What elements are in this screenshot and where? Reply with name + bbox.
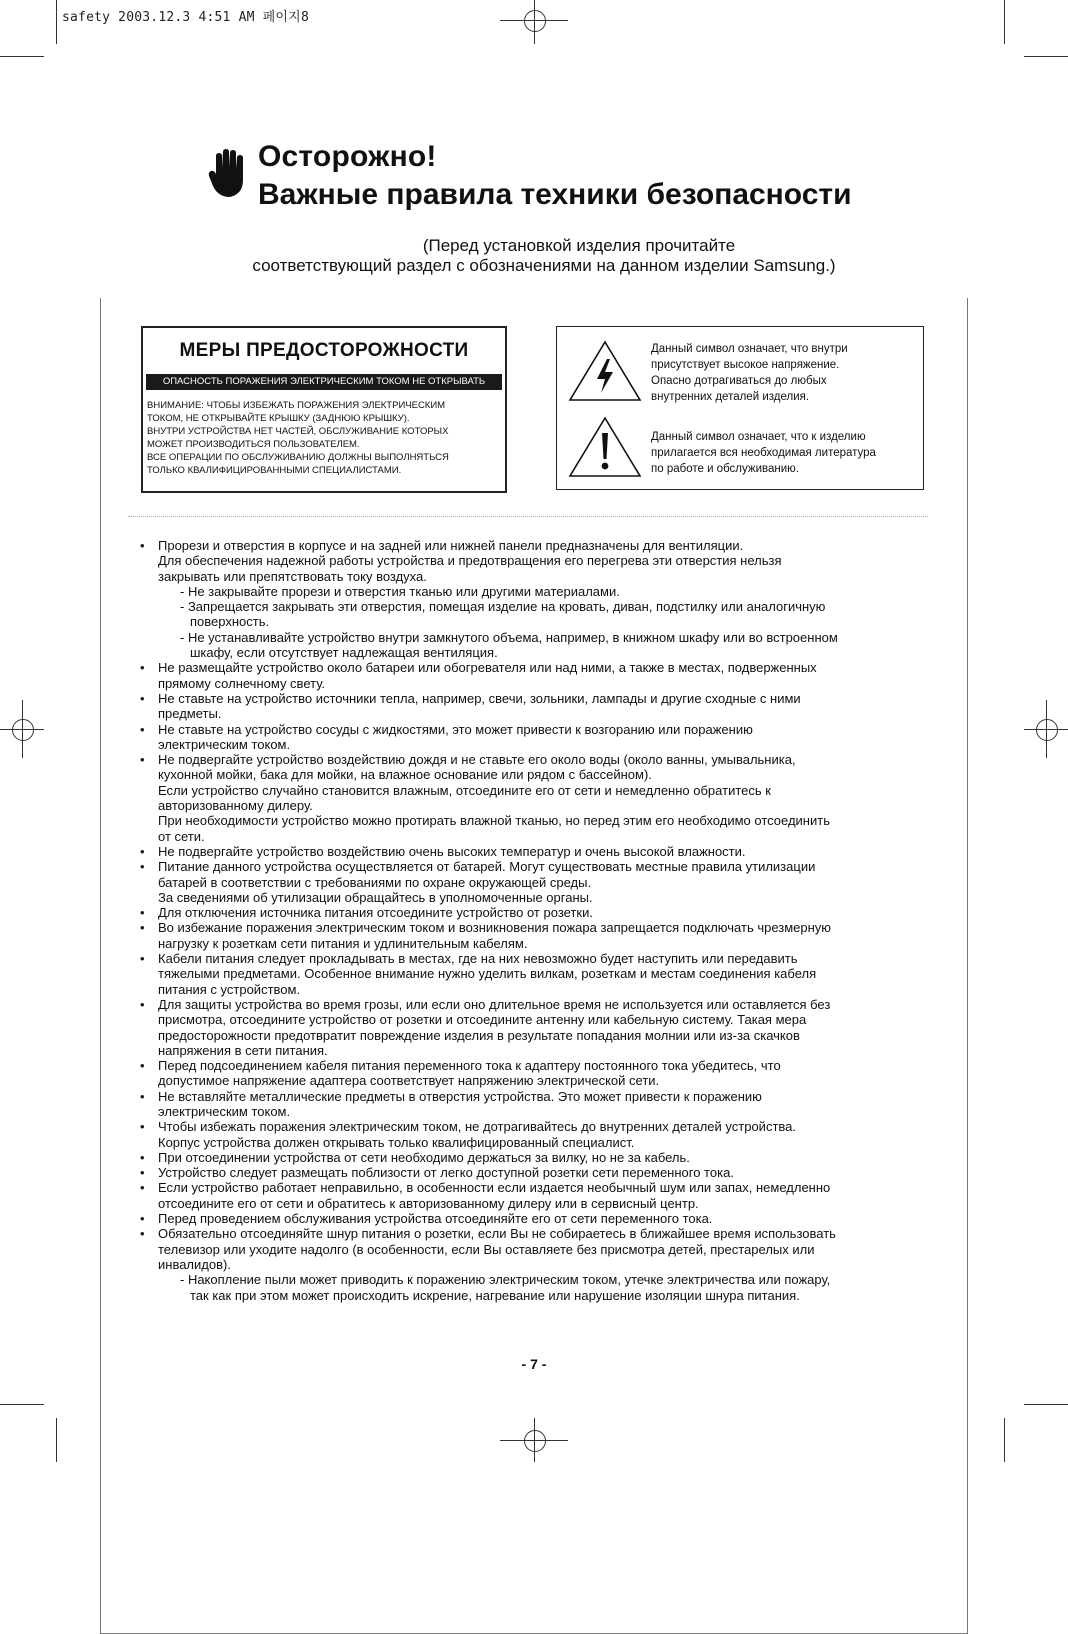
list-item-line: Питание данного устройства осуществляется от батарей. Могут существовать местные правила утилизации — [158, 859, 816, 875]
sub-item-line: - Не устанавливайте устройство внутри замкнутого объема, например, в книжном шкафу или во встроенном — [180, 629, 838, 645]
bullet-icon: • — [140, 920, 145, 936]
lightning-triangle-icon — [567, 339, 643, 403]
list-item — [140, 905, 930, 920]
list-item-line: электрическим током. — [158, 1103, 291, 1119]
bullet-icon: • — [140, 843, 145, 859]
bullet-icon: • — [140, 1211, 145, 1227]
page-number: - 7 - — [521, 1356, 547, 1372]
list-item — [140, 920, 930, 951]
list-item — [140, 1058, 930, 1089]
list-item-line: Чтобы избежать поражения электрическим током, не дотрагивайтесь до внутренних деталей устройства. — [158, 1119, 796, 1135]
bullet-icon: • — [140, 1180, 145, 1196]
list-item-line: предметы. — [158, 706, 222, 722]
caution-banner: ОПАСНОСТЬ ПОРАЖЕНИЯ ЭЛЕКТРИЧЕСКИМ ТОКОМ НЕ ОТКРЫВАТЬ — [146, 374, 502, 390]
divider — [128, 516, 928, 517]
list-item — [140, 691, 930, 722]
list-item — [140, 859, 930, 905]
bullet-icon: • — [140, 859, 145, 875]
sub-item-line: так как при этом может происходить искрение, нагревание или нарушение изоляции шнура питания. — [190, 1287, 800, 1303]
stop-hand-icon — [208, 148, 248, 200]
list-item-line: закрывать или препятствовать току воздуха. — [158, 568, 427, 584]
list-item — [140, 752, 930, 844]
caution-line: ВНУТРИ УСТРОЙСТВА НЕТ ЧАСТЕЙ, ОБСЛУЖИВАНИЕ КОТОРЫХ — [147, 426, 449, 437]
crop-mark — [1004, 0, 1005, 44]
list-item — [140, 844, 930, 859]
bullet-icon: • — [140, 752, 145, 768]
subtitle-line1: (Перед установкой изделия прочитайте — [422, 236, 736, 255]
list-item-line: Если устройство работает неправильно, в особенности если издается необычный шум или запах, немедленно — [158, 1180, 831, 1196]
bullet-icon: • — [140, 538, 145, 553]
list-item-line: Устройство следует размещать поблизости от легко доступной розетки сети переменного тока. — [158, 1165, 734, 1181]
list-item-line: Для отключения источника питания отсоедините устройство от розетки. — [158, 905, 593, 921]
caution-line: ТОЛЬКО КВАЛИФИЦИРОВАННЫМИ СПЕЦИАЛИСТАМИ. — [147, 465, 402, 476]
list-item-line: Перед проведением обслуживания устройства отсоединяйте его от сети переменного тока. — [158, 1211, 713, 1227]
list-item-line: За сведениями об утилизации обращайтесь в уполномоченные органы. — [158, 889, 593, 905]
subtitle — [0, 236, 1068, 276]
info-symbol-text — [651, 429, 917, 477]
bullet-icon: • — [140, 951, 145, 967]
list-item-line: отсоедините его от сети и обратитесь к авторизованному дилеру или в сервисный центр. — [158, 1195, 699, 1211]
print-header: safety 2003.12.3 4:51 AM 페이지8 — [62, 10, 309, 25]
symbol-text-line: по работе и обслуживанию. — [651, 463, 799, 475]
list-item — [140, 1089, 930, 1120]
bullet-icon: • — [140, 1119, 145, 1135]
sub-item-line: шкафу, если отсутствует надлежащая вентиляция. — [190, 645, 498, 661]
list-item-line: Во избежание поражения электрическим током и возникновения пожара запрещается подключать чрезмерную — [158, 920, 832, 936]
list-item-line: Не подвергайте устройство воздействию очень высоких температур и очень высокой влажности. — [158, 843, 746, 859]
crop-mark — [1024, 1404, 1068, 1405]
list-item-line: При отсоединении устройства от сети необходимо держаться за вилку, но не за кабель. — [158, 1149, 690, 1165]
list-item — [140, 1150, 930, 1165]
bullet-icon: • — [140, 660, 145, 676]
bullet-icon: • — [140, 1088, 145, 1104]
list-item — [140, 1119, 930, 1150]
list-item-line: Не подвергайте устройство воздействию дождя и не ставьте его около воды (около ванны, умывальника, — [158, 752, 796, 768]
list-item-line: Если устройство случайно становится влажным, отсоедините его от сети и немедленно обратитесь к — [158, 782, 771, 798]
list-item-line: питания с устройством. — [158, 981, 301, 997]
bullet-icon: • — [140, 996, 145, 1012]
list-item-line: напряжения в сети питания. — [158, 1042, 328, 1058]
safety-list — [140, 538, 930, 1303]
list-item-line: При необходимости устройство можно протирать влажной тканью, но перед этим его необходимо отсоединить — [158, 813, 830, 829]
bullet-icon: • — [140, 905, 145, 921]
list-item-line: телевизор или уходите надолго (в особенности, если Вы оставляете без присмотра детей, престарелых или — [158, 1241, 815, 1257]
list-item-line: Кабели питания следует прокладывать в местах, где на них невозможно будет наступить или передавить — [158, 951, 798, 967]
bullet-icon: • — [140, 1058, 145, 1074]
list-item-line: Обязательно отсоединяйте шнур питания о розетки, если Вы не собираетесь в ближайшее время использовать — [158, 1226, 836, 1242]
symbol-text-line: Данный символ означает, что внутри — [651, 343, 848, 355]
list-item-line: Корпус устройства должен открывать только квалифицированный специалист. — [158, 1134, 635, 1150]
list-item-line: нагрузку к розеткам сети питания и удлинительным кабелям. — [158, 935, 528, 951]
bullet-icon: • — [140, 1165, 145, 1181]
list-item — [140, 1226, 930, 1302]
list-item-line: авторизованному дилеру. — [158, 798, 313, 814]
list-item-line: допустимое напряжение адаптера соответствует напряжению электрической сети. — [158, 1073, 660, 1089]
list-item — [140, 1165, 930, 1180]
list-item — [140, 538, 930, 660]
list-item-line: Не ставьте на устройство сосуды с жидкостями, это может привести к возгоранию или поражению — [158, 721, 753, 737]
list-item-line: кухонной мойки, бака для мойки, на влажное основание или рядом с бассейном). — [158, 767, 652, 783]
list-item-line: присмотра, отсоедините устройство от розетки и отсоедините антенну или кабельную систему. Такая мера — [158, 1012, 807, 1028]
list-item-line: Для обеспечения надежной работы устройства и предотвращения его перегрева эти отверстия нельзя — [158, 553, 782, 569]
sub-item-line: - Запрещается закрывать эти отверстия, помещая изделие на кровать, диван, подстилку или аналогичную — [180, 599, 826, 615]
list-item-line: электрическим током. — [158, 736, 291, 752]
crop-mark — [56, 0, 57, 44]
bullet-icon: • — [140, 1149, 145, 1165]
list-item-line: предосторожности предотвратит повреждение изделия в результате попадания молнии или из-за скачков — [158, 1027, 800, 1043]
bullet-icon: • — [140, 721, 145, 737]
bullet-icon: • — [140, 1226, 145, 1242]
crop-mark — [1004, 1418, 1005, 1462]
exclamation-triangle-icon — [567, 415, 643, 479]
list-item-line: батарей в соответствии с требованиями по охране окружающей среды. — [158, 874, 592, 890]
list-item-line: Не вставляйте металлические предметы в отверстия устройства. Это может привести к поражению — [158, 1088, 762, 1104]
crop-mark — [0, 56, 44, 57]
caution-text — [147, 399, 501, 477]
list-item-line: Перед подсоединением кабеля питания переменного тока к адаптеру постоянного тока убедитесь, что — [158, 1058, 781, 1074]
list-item-line: прямому солнечному свету. — [158, 675, 326, 691]
sub-item-line: поверхность. — [190, 614, 270, 630]
caution-heading: МЕРЫ ПРЕДОСТОРОЖНОСТИ — [179, 340, 469, 361]
symbols-box — [556, 326, 924, 490]
list-item-line: инвалидов). — [158, 1256, 231, 1272]
page-title-line1: Осторожно! — [258, 140, 437, 173]
symbol-text-line: Данный символ означает, что к изделию — [651, 431, 866, 443]
crop-mark — [0, 1404, 44, 1405]
list-item-line: от сети. — [158, 828, 205, 844]
subtitle-line2: соответствующий раздел с обозначениями на данном изделии Samsung.) — [252, 256, 836, 275]
symbol-text-line: присутствует высокое напряжение. — [651, 359, 840, 371]
list-item-line: тяжелыми предметами. Особенное внимание нужно уделить вилкам, розеткам и местам соединения кабеля — [158, 966, 817, 982]
page-title-line2: Важные правила техники безопасности — [258, 178, 852, 211]
bullet-icon: • — [140, 690, 145, 706]
caution-line: ВНИМАНИЕ: ЧТОБЫ ИЗБЕЖАТЬ ПОРАЖЕНИЯ ЭЛЕКТРИЧЕСКИМ — [147, 400, 446, 411]
caution-line: ВСЕ ОПЕРАЦИИ ПО ОБСЛУЖИВАНИЮ ДОЛЖНЫ ВЫПОЛНЯТЬСЯ — [147, 452, 449, 463]
caution-line: ТОКОМ, НЕ ОТКРЫВАЙТЕ КРЫШКУ (ЗАДНЮЮ КРЫШКУ). — [147, 413, 410, 424]
symbol-text-line: внутренних деталей изделия. — [651, 391, 810, 403]
crop-mark — [56, 1418, 57, 1462]
crop-mark — [1024, 56, 1068, 57]
voltage-symbol-text — [651, 341, 917, 405]
list-item — [140, 1180, 930, 1211]
list-item-line: Не размещайте устройство около батареи или обогревателя или над ними, а также в местах, подверженных — [158, 660, 817, 676]
list-item — [140, 951, 930, 997]
sub-item-line: - Накопление пыли может приводить к поражению электрическим током, утечке электричества или пожару, — [180, 1272, 831, 1288]
symbol-text-line: Опасно дотрагиваться до любых — [651, 375, 827, 387]
list-item — [140, 997, 930, 1058]
list-item-line: Для защиты устройства во время грозы, или если оно длительное время не используется или оставляется без — [158, 996, 831, 1012]
list-item-line: Не ставьте на устройство источники тепла, например, свечи, зольники, лампады и другие сходные с ними — [158, 690, 801, 706]
list-item — [140, 722, 930, 753]
caution-line: МОЖЕТ ПРОИЗВОДИТЬСЯ ПОЛЬЗОВАТЕЛЕМ. — [147, 439, 360, 450]
sub-item-line: - Не закрывайте прорези и отверстия тканью или другими материалами. — [180, 583, 620, 599]
symbol-text-line: прилагается вся необходимая литература — [651, 447, 876, 459]
list-item — [140, 660, 930, 691]
caution-box — [141, 326, 507, 493]
list-item — [140, 1211, 930, 1226]
list-item-line: Прорези и отверстия в корпусе и на задней или нижней панели предназначены для вентиляции. — [158, 538, 744, 553]
